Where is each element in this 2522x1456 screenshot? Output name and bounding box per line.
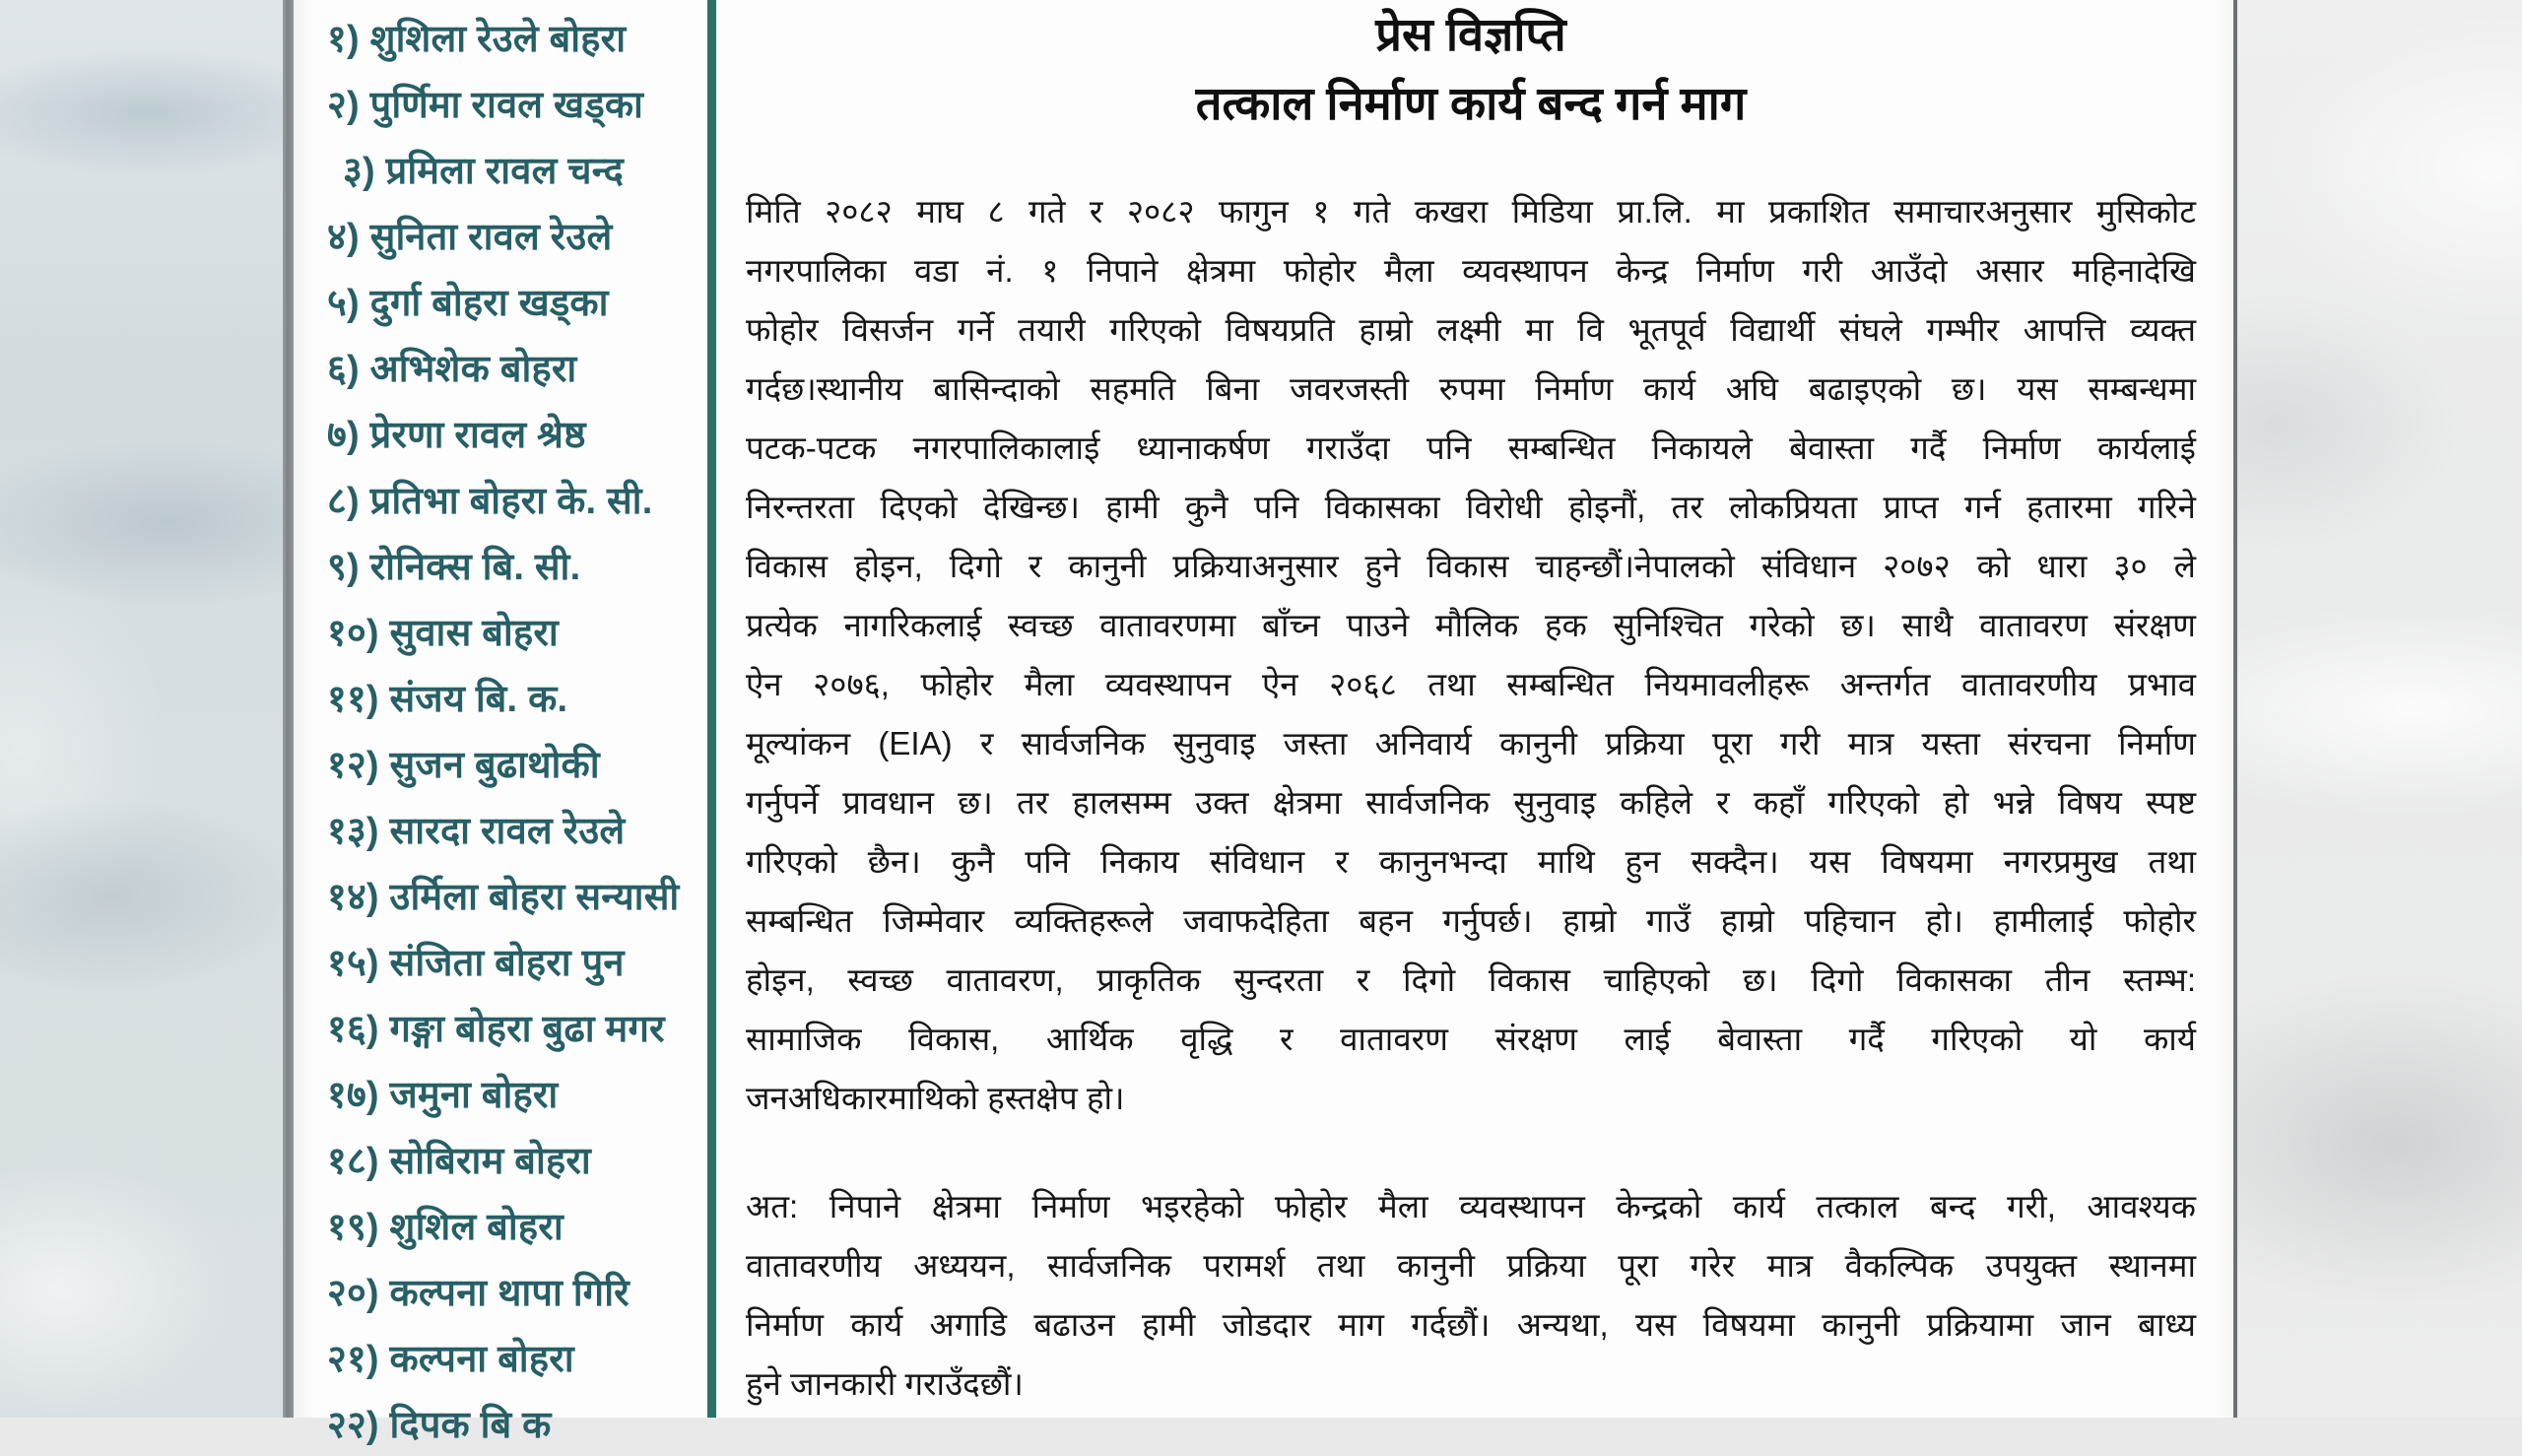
- text-line: हुने जानकारी गराउँदछौं।: [746, 1365, 1024, 1402]
- signatory-list-item: १२) सुजन बुढाथोकी: [327, 744, 600, 786]
- signatory-list-item: ११) संजय बि. क.: [327, 678, 568, 720]
- vertical-divider-line: [707, 0, 716, 1418]
- background-left-blur: [0, 0, 283, 1418]
- text-line: वातावरणीय अध्ययन, सार्वजनिक परामर्श तथा कानुनी प्रक्रिया पूरा गरेर मात्र वैकल्पिक उपयुक्त स्थानमा: [746, 1247, 2196, 1284]
- signatory-list-item: १७) जमुना बोहरा: [327, 1074, 559, 1116]
- text-line: नगरपालिका वडा नं. १ निपाने क्षेत्रमा फोहोर मैला व्यवस्थापन केन्द्र निर्माण गरी आउँदो असार महिनादेखि: [746, 252, 2196, 289]
- text-line: जनअधिकारमाथिको हस्तक्षेप हो।: [746, 1080, 1125, 1116]
- press-release-subtitle: तत्काल निर्माण कार्य बन्द गर्न माग: [1195, 77, 1747, 129]
- body-paragraph-2: [746, 1177, 2196, 1414]
- signatory-list-item: २१) कल्पना बोहरा: [327, 1338, 574, 1380]
- signatory-list-item: ४) सुनिता रावल रेउले: [327, 216, 613, 258]
- signatory-list-item: १) शुशिला रेउले बोहरा: [327, 18, 627, 60]
- text-line: सम्बन्धित जिम्मेवार व्यक्तिहरूले जवाफदेहिता बहन गर्नुपर्छ। हाम्रो गाउँ हाम्रो पहिचान हो। हामीलाई फोहोर: [746, 902, 2196, 939]
- signatory-list-item: १९) शुशिल बोहरा: [327, 1206, 564, 1248]
- signatory-list-item: १४) उर्मिला बोहरा सन्यासी: [327, 876, 680, 918]
- text-line: गर्दछ।स्थानीय बासिन्दाको सहमति बिना जवरजस्ती रुपमा निर्माण कार्य अघि बढाइएको छ। यस सम्बन्धमा: [746, 370, 2196, 407]
- signatory-list-item: १०) सुवास बोहरा: [327, 612, 559, 654]
- text-line: गर्नुपर्ने प्रावधान छ। तर हालसम्म उक्त क्षेत्रमा सार्वजनिक सुनुवाइ कहिले र कहाँ गरिएको हो भन्ने विषय स्पष्ट: [746, 784, 2196, 821]
- press-release-body: [746, 0, 2196, 1414]
- signatory-list-item: ८) प्रतिभा बोहरा के. सी.: [327, 480, 653, 522]
- signatory-list-item: ५) दुर्गा बोहरा खड्का: [327, 282, 609, 324]
- title-block: [746, 0, 2196, 138]
- signatory-list-item: १८) सोबिराम बोहरा: [327, 1140, 591, 1182]
- signatory-list-item: १५) संजिता बोहरा पुन: [327, 942, 625, 984]
- press-release-title: प्रेस विज्ञप्ति: [1375, 8, 1566, 60]
- signatory-list-item: २२) दिपक बि क: [327, 1404, 552, 1446]
- body-paragraph-1: [746, 182, 2196, 1128]
- text-line: गरिएको छैन। कुनै पनि निकाय संविधान र कानुनभन्दा माथि हुन सक्दैन। यस विषयमा नगरप्रमुख तथा: [746, 843, 2196, 880]
- background-right-blur: [2237, 0, 2522, 1418]
- text-line: प्रत्येक नागरिकलाई स्वच्छ वातावरणमा बाँच्न पाउने मौलिक हक सुनिश्चित गरेको छ। साथै वातावरण संरक्षण: [746, 607, 2196, 643]
- text-line: होइन, स्वच्छ वातावरण, प्राकृतिक सुन्दरता र दिगो विकास चाहिएको छ। दिगो विकासका तीन स्तम्भ:: [746, 961, 2196, 998]
- signatory-list-item: ९) रोनिक्स बि. सी.: [327, 546, 581, 588]
- text-line: मूल्यांकन (EIA) र सार्वजनिक सुनुवाइ जस्ता अनिवार्य कानुनी प्रक्रिया पूरा गरी मात्र यस्ता संरचना निर्माण: [746, 725, 2196, 761]
- signatory-list-item: २०) कल्पना थापा गिरि: [327, 1272, 630, 1314]
- text-line: ऐन २०७६, फोहोर मैला व्यवस्थापन ऐन २०६८ तथा सम्बन्धित नियमावलीहरू अन्तर्गत वातावरणीय प्रभाव: [746, 666, 2196, 702]
- text-line: विकास होइन, दिगो र कानुनी प्रक्रियाअनुसार हुने विकास चाहन्छौं।नेपालको संविधान २०७२ को धारा ३० ले: [746, 548, 2196, 584]
- text-line: मिति २०८२ माघ ८ गते र २०८२ फागुन १ गते कखरा मिडिया प्रा.लि. मा प्रकाशित समाचारअनुसार मुसिकोट: [746, 193, 2196, 230]
- text-line: फोहोर विसर्जन गर्ने तयारी गरिएको विषयप्रति हाम्रो लक्ष्मी मा वि भूतपूर्व विद्यार्थी संघले गम्भीर आपत्ति व्यक्त: [746, 311, 2196, 348]
- paper-right-edge: [2233, 0, 2237, 1418]
- paper-left-edge: [283, 0, 294, 1418]
- text-line: सामाजिक विकास, आर्थिक वृद्धि र वातावरण संरक्षण लाई बेवास्ता गर्दै गरिएको यो कार्य: [746, 1021, 2196, 1057]
- signatory-list-item: ३) प्रमिला रावल चन्द: [343, 150, 625, 192]
- text-line: निरन्तरता दिएको देखिन्छ। हामी कुनै पनि विकासका विरोधी होइनौं, तर लोकप्रियता प्राप्त गर्न हतारमा गरिने: [746, 489, 2196, 525]
- signatory-list-item: ७) प्रेरणा रावल श्रेष्ठ: [327, 414, 586, 456]
- signatories-list: [327, 4, 701, 1456]
- signatory-list-item: १३) सारदा रावल रेउले: [327, 810, 626, 852]
- signatory-list-item: २) पुर्णिमा रावल खड्का: [327, 84, 644, 126]
- signatory-list-item: ६) अभिशेक बोहरा: [327, 348, 577, 390]
- text-line: अत: निपाने क्षेत्रमा निर्माण भइरहेको फोहोर मैला व्यवस्थापन केन्द्रको कार्य तत्काल बन्द गरी, आवश्यक: [746, 1188, 2196, 1224]
- text-line: पटक-पटक नगरपालिकालाई ध्यानाकर्षण गराउँदा पनि सम्बन्धित निकायले बेवास्ता गर्दै निर्माण कार्यलाई: [746, 430, 2196, 466]
- signatory-list-item: १६) गङ्गा बोहरा बुढा मगर: [327, 1008, 665, 1050]
- text-line: निर्माण कार्य अगाडि बढाउन हामी जोडदार माग गर्दछौं। अन्यथा, यस विषयमा कानुनी प्रक्रियामा जान बाध्य: [746, 1306, 2196, 1343]
